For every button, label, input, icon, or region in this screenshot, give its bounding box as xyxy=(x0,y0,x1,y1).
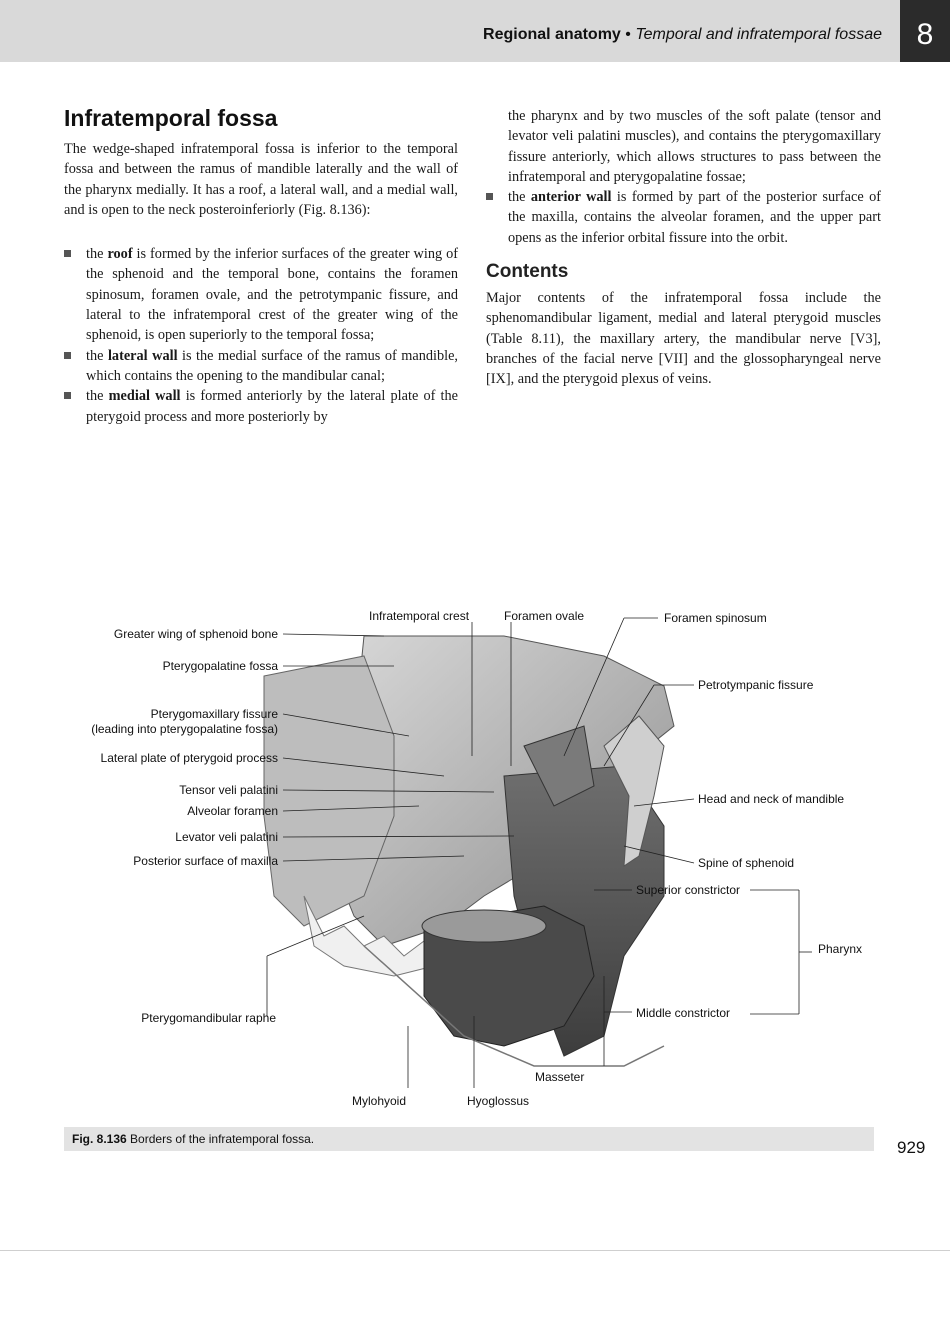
label-spine-sphenoid: Spine of sphenoid xyxy=(698,856,795,870)
label-pterygomaxillary-fissure-note: (leading into pterygopalatine fossa) xyxy=(91,722,278,736)
borders-list xyxy=(64,244,458,427)
borders-list-anterior xyxy=(486,187,881,248)
bullet-medial-wall-continued: the pharynx and by two muscles of the soft palate (tensor and levator veli palatini muscles), and contains the pterygomaxillary fissure anteriorly, which allows structures to pass between the infratemporal and pterygopalatine fossae; xyxy=(508,108,881,185)
label-infratemporal-crest: Infratemporal crest xyxy=(369,609,470,623)
label-pterygomaxillary-fissure: Pterygomaxillary fissure xyxy=(150,707,278,721)
chapter-tab: 8 xyxy=(900,0,950,62)
label-levator-veli-palatini: Levator veli palatini xyxy=(175,830,278,844)
label-pterygomandibular-raphe: Pterygomandibular raphe xyxy=(141,1011,276,1025)
section-title: Infratemporal fossa xyxy=(64,105,278,131)
label-pterygopalatine-fossa: Pterygopalatine fossa xyxy=(162,659,278,673)
page-number: 929 xyxy=(897,1138,926,1157)
label-foramen-spinosum: Foramen spinosum xyxy=(664,611,767,625)
bullet-roof: the roof is formed by the inferior surfaces of the greater wing of the sphenoid and the temporal bone, contains the foramen spinosum, foramen ovale, and the petrotympanic fissure, and lateral to the infratemporal crest of the greater wing of the sphenoid, is open superiorly to the temporal fossa; xyxy=(64,244,458,345)
label-superior-constrictor: Superior constrictor xyxy=(636,883,741,897)
header-separator: • xyxy=(625,26,631,43)
label-masseter: Masseter xyxy=(535,1070,585,1084)
footer-divider xyxy=(0,1250,950,1251)
label-petrotympanic-fissure: Petrotympanic fissure xyxy=(698,678,814,692)
contents-paragraph: Major contents of the infratemporal fossa include the sphenomandibular ligament, medial and lateral pterygoid muscles (Table 8.11), the maxillary artery, the mandibular nerve [V3], branches of the facial nerve [VII] and the glossopharyngeal nerve [IX], and the pterygoid plexus of veins. xyxy=(486,290,881,388)
header-subsection: Temporal and infratemporal fossae xyxy=(635,26,882,43)
contents-heading: Contents xyxy=(486,261,569,283)
caption-number: Fig. 8.136 xyxy=(72,1132,127,1146)
label-greater-wing: Greater wing of sphenoid bone xyxy=(113,627,278,641)
label-foramen-ovale: Foramen ovale xyxy=(504,609,585,623)
label-lateral-plate: Lateral plate of pterygoid process xyxy=(100,751,278,765)
figure-8-136 xyxy=(64,596,886,1116)
bullet-anterior-wall: the anterior wall is formed by part of the posterior surface of the maxilla, contains the alveolar foramen, and the upper part opens as the inferior orbital fissure into the orbit. xyxy=(486,187,881,248)
label-mylohyoid: Mylohyoid xyxy=(352,1094,407,1108)
label-head-neck-mandible: Head and neck of mandible xyxy=(698,792,845,806)
right-column xyxy=(486,106,881,390)
label-alveolar-foramen: Alveolar foramen xyxy=(187,804,278,818)
intro-paragraph: The wedge-shaped infratemporal fossa is inferior to the temporal fossa and between the ramus of mandible laterally and the wall of the pharynx medially. It has a roof, a lateral wall, and a medial wall, and is open to the neck posteroinferiorly (Fig. 8.136): xyxy=(64,141,458,218)
left-column xyxy=(64,103,458,427)
figure-caption xyxy=(72,1132,314,1146)
label-pharynx: Pharynx xyxy=(818,942,863,956)
caption-text: Borders of the infratemporal fossa. xyxy=(130,1132,315,1146)
running-header xyxy=(483,26,882,44)
borders-list-continued xyxy=(486,106,881,187)
bullet-medial-wall: the medial wall is formed anteriorly by the lateral plate of the pterygoid process and more posteriorly by xyxy=(64,386,458,427)
header-section: Regional anatomy xyxy=(483,26,621,43)
label-posterior-maxilla: Posterior surface of maxilla xyxy=(133,854,278,868)
bullet-lateral-wall: the lateral wall is the medial surface of the ramus of mandible, which contains the opening to the mandibular canal; xyxy=(64,346,458,387)
label-tensor-veli-palatini: Tensor veli palatini xyxy=(179,783,278,797)
label-middle-constrictor: Middle constrictor xyxy=(636,1006,731,1020)
label-hyoglossus: Hyoglossus xyxy=(467,1094,530,1108)
